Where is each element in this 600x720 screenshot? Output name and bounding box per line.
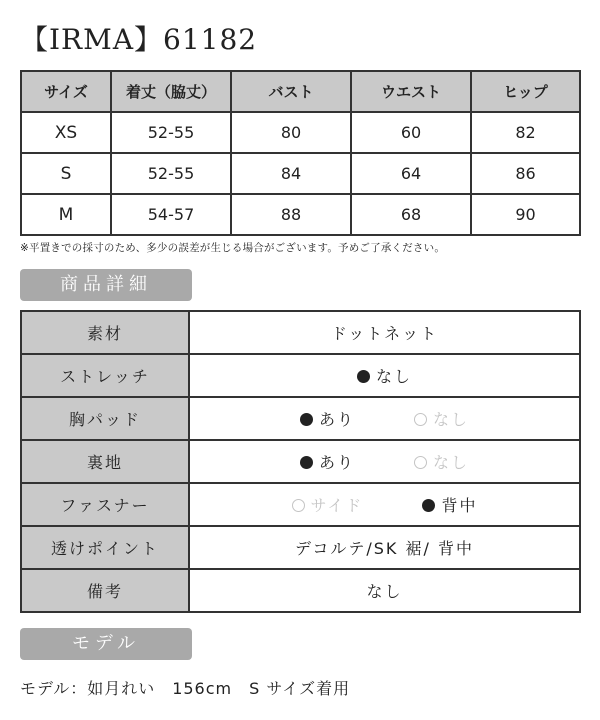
header-bust: バスト bbox=[231, 71, 351, 112]
detail-value-material: ドットネット bbox=[189, 311, 580, 354]
size-label: S bbox=[21, 153, 111, 194]
option-selected bbox=[422, 493, 477, 516]
detail-key-sheer-points: 透けポイント bbox=[21, 526, 189, 569]
empty-circle-icon bbox=[414, 456, 427, 469]
product-details-table bbox=[20, 310, 581, 613]
filled-circle-icon bbox=[300, 413, 313, 426]
size-label: M bbox=[21, 194, 111, 235]
option-label: なし bbox=[375, 367, 412, 386]
detail-value-remarks: なし bbox=[189, 569, 580, 612]
table-row bbox=[21, 526, 580, 569]
option-label: サイド bbox=[310, 496, 364, 515]
option-selected bbox=[300, 450, 355, 473]
section-label-model: モデル bbox=[20, 628, 192, 660]
option-label: あり bbox=[318, 453, 355, 472]
detail-value-stretch bbox=[189, 354, 580, 397]
empty-circle-icon bbox=[414, 413, 427, 426]
detail-key-stretch: ストレッチ bbox=[21, 354, 189, 397]
header-size: サイズ bbox=[21, 71, 111, 112]
header-hip: ヒップ bbox=[471, 71, 580, 112]
length-value: 54-57 bbox=[111, 194, 231, 235]
detail-key-remarks: 備考 bbox=[21, 569, 189, 612]
table-row bbox=[21, 569, 580, 612]
option-unselected bbox=[292, 493, 364, 516]
option-label: あり bbox=[318, 410, 355, 429]
table-row bbox=[21, 153, 580, 194]
waist-value: 60 bbox=[351, 112, 471, 153]
detail-key-zipper: ファスナー bbox=[21, 483, 189, 526]
option-unselected bbox=[414, 450, 469, 473]
empty-circle-icon bbox=[292, 499, 305, 512]
detail-value-sheer-points: デコルテ/SK 裾/ 背中 bbox=[189, 526, 580, 569]
detail-key-bust-pad: 胸パッド bbox=[21, 397, 189, 440]
header-waist: ウエスト bbox=[351, 71, 471, 112]
option-label: なし bbox=[433, 453, 470, 472]
hip-value: 86 bbox=[471, 153, 580, 194]
option-selected bbox=[300, 407, 355, 430]
length-value: 52-55 bbox=[111, 112, 231, 153]
bust-value: 80 bbox=[231, 112, 351, 153]
filled-circle-icon bbox=[422, 499, 435, 512]
header-length: 着丈（脇丈） bbox=[111, 71, 231, 112]
waist-value: 64 bbox=[351, 153, 471, 194]
option-selected bbox=[357, 364, 412, 387]
table-row bbox=[21, 311, 580, 354]
table-row bbox=[21, 483, 580, 526]
filled-circle-icon bbox=[357, 370, 370, 383]
detail-key-material: 素材 bbox=[21, 311, 189, 354]
bust-value: 88 bbox=[231, 194, 351, 235]
detail-value-zipper bbox=[189, 483, 580, 526]
model-info: モデル：如月れい 156cm S サイズ着用 bbox=[20, 679, 351, 698]
option-label: なし bbox=[433, 410, 470, 429]
detail-value-bust-pad bbox=[189, 397, 580, 440]
table-row bbox=[21, 440, 580, 483]
size-table bbox=[20, 70, 581, 236]
option-unselected bbox=[414, 407, 469, 430]
waist-value: 68 bbox=[351, 194, 471, 235]
measurement-note: ※平置きでの採寸のため、多少の誤差が生じる場合がございます。予めご了承ください。 bbox=[20, 242, 446, 254]
filled-circle-icon bbox=[300, 456, 313, 469]
table-row bbox=[21, 354, 580, 397]
size-label: XS bbox=[21, 112, 111, 153]
table-row bbox=[21, 112, 580, 153]
option-label: 背中 bbox=[441, 496, 478, 515]
detail-key-lining: 裏地 bbox=[21, 440, 189, 483]
size-table-header bbox=[21, 71, 580, 112]
section-label-product-details: 商品詳細 bbox=[20, 269, 192, 301]
length-value: 52-55 bbox=[111, 153, 231, 194]
hip-value: 82 bbox=[471, 112, 580, 153]
page-title: 【IRMA】61182 bbox=[20, 23, 258, 56]
table-row bbox=[21, 194, 580, 235]
bust-value: 84 bbox=[231, 153, 351, 194]
hip-value: 90 bbox=[471, 194, 580, 235]
detail-value-lining bbox=[189, 440, 580, 483]
table-row bbox=[21, 397, 580, 440]
